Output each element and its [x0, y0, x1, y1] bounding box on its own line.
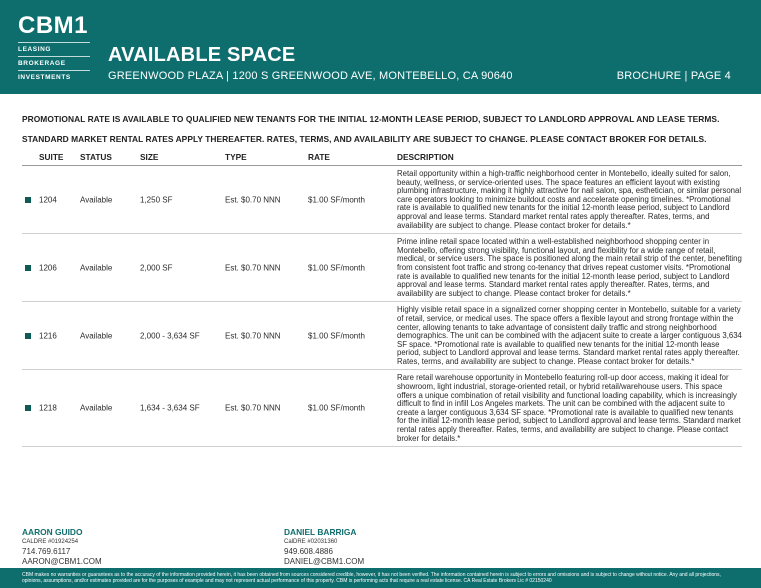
broker-email[interactable]: AARON@CBM1.COM: [22, 557, 102, 566]
row-suite: 1216: [39, 331, 57, 341]
logo-line-brokerage: BROKERAGE: [18, 56, 90, 70]
row-bullet-icon: [25, 333, 31, 339]
row-suite: 1206: [39, 263, 57, 273]
table-row: [22, 370, 742, 447]
header-banner: [0, 0, 761, 94]
row-bullet-icon: [25, 405, 31, 411]
header-size: SIZE: [140, 152, 159, 162]
table-row: [22, 234, 742, 302]
availability-table: [22, 149, 742, 447]
logo-line-investments: INVESTMENTS: [18, 70, 90, 84]
header-suite: SUITE: [39, 152, 64, 162]
row-size: 2,000 SF: [140, 263, 173, 273]
broker-contact-aaron: [22, 527, 102, 568]
row-type: Est. $0.70 NNN: [225, 263, 281, 273]
broker-name: AARON GUIDO: [22, 527, 83, 537]
row-status: Available: [80, 403, 113, 413]
row-suite: 1218: [39, 403, 57, 413]
header-description: DESCRIPTION: [397, 152, 454, 162]
row-status: Available: [80, 263, 113, 273]
broker-contact-daniel: [284, 527, 364, 568]
row-rate: $1.00 SF/month: [308, 331, 365, 341]
cbm1-logo: [18, 14, 90, 84]
row-type: Est. $0.70 NNN: [225, 331, 281, 341]
logo-wordmark: CBM1: [18, 12, 89, 39]
page-label: BROCHURE | PAGE 4: [616, 70, 731, 82]
row-bullet-icon: [25, 265, 31, 271]
property-address: GREENWOOD PLAZA | 1200 S GREENWOOD AVE, MONTEBELLO, CA 90640: [108, 70, 513, 82]
row-status: Available: [80, 331, 113, 341]
broker-license: CALDRE #01924254: [22, 538, 79, 545]
broker-email[interactable]: DANIEL@CBM1.COM: [284, 557, 365, 566]
header-status: STATUS: [80, 152, 112, 162]
rates-notice: STANDARD MARKET RENTAL RATES APPLY THEREAFTER. RATES, TERMS, AND AVAILABILITY ARE SUBJECT TO CHANGE. PLEASE CONTACT BROKER FOR DETAILS.: [22, 134, 707, 144]
table-row: [22, 166, 742, 234]
row-type: Est. $0.70 NNN: [225, 195, 281, 205]
broker-phone[interactable]: 714.769.6117: [22, 546, 71, 556]
footer-disclaimer: CBM makes no warranties or guarantees as to the accuracy of the information provided herein, it has been obtained from sources considered credible, however, it has not been verified. The information contained herein is subject to errors and omissions and is subject to change without notice. Any and all projections, opinions, assumptions, and/or estimates provided are for the purposes of example and may not represent actual performance of this property. CBM is performing acts that require a real estate license. CA Real Estate Brokers Lic # 02150240: [0, 568, 761, 588]
row-description: Rare retail warehouse opportunity in Montebello featuring roll-up door access, making it ideal for showroom, light industrial, storage-oriented retail, or hybrid retail/warehouse users. This space offers a unique combination of retail visibility and functional loading capability, which is increasingly difficult to find in infill Los Angeles markets. The unit can be combined with the adjacent suite to create a larger contiguous 3,634 SF space. *Promotional rate is available to qualified new tenants for the initial 12-month lease period, subject to Landlord approval and lease terms. Standard market rental rates apply thereafter. Rates, terms, and availability are subject to change. Please contact broker for details.*: [397, 373, 741, 443]
row-size: 1,634 - 3,634 SF: [140, 403, 200, 413]
row-suite: 1204: [39, 195, 57, 205]
promo-notice: PROMOTIONAL RATE IS AVAILABLE TO QUALIFIED NEW TENANTS FOR THE INITIAL 12-MONTH LEASE PERIOD, SUBJECT TO LANDLORD APPROVAL AND LEASE TERMS.: [22, 114, 720, 124]
logo-line-leasing: LEASING: [18, 42, 90, 56]
table-header: [22, 149, 742, 166]
row-description: Retail opportunity within a high-traffic neighborhood center in Montebello, ideally suited for salon, beauty, wellness, or service-oriented uses. The space features an efficient layout with existing plumbing infrastructure, making it highly attractive for nail salon, spa, esthetician, or similar personal care operators looking to minimize buildout costs and accelerate opening timelines. *Promotional rate is available to qualified new tenants for the initial 12-month lease period, subject to Landlord approval and lease terms. Standard market rental rates apply thereafter. Rates, terms, and availability are subject to change. Please contact broker for details.*: [397, 169, 742, 230]
header-type: TYPE: [225, 152, 247, 162]
row-rate: $1.00 SF/month: [308, 195, 365, 205]
row-description: Highly visible retail space in a signalized corner shopping center in Montebello, suitable for a variety of retail, service, or medical uses. The space offers a flexible layout and strong frontage within the center, allowing tenants to take advantage of consistent daily traffic and strong neighborhood demographics. The unit can be combined with the adjacent suite to create a larger contiguous 3,634 SF space. *Promotional rate is available to qualified new tenants for the initial 12-month lease period, subject to Landlord approval and lease terms. Standard market rental rates apply thereafter. Rates, terms, and availability are subject to change. Please contact broker for details.*: [397, 305, 742, 366]
row-rate: $1.00 SF/month: [308, 263, 365, 273]
broker-license: CalDRE #02031360: [284, 538, 338, 545]
page-title: AVAILABLE SPACE: [108, 44, 296, 66]
row-type: Est. $0.70 NNN: [225, 403, 281, 413]
row-description: Prime inline retail space located within a well-established neighborhood shopping center in Montebello, offering strong visibility, functional layout, and flexibility for a wide range of retail, medical, or service users. The space is positioned along the main retail strip of the center, benefiting from consistent foot traffic and strong co-tenancy that drives repeat customer visits. *Promotional rate is available to qualified new tenants for the initial 12-month lease period, subject to Landlord approval and lease terms. Standard market rental rates apply thereafter. Rates, terms, and availability are subject to change. Please contact broker for details.*: [397, 237, 742, 298]
header-rate: RATE: [308, 152, 330, 162]
row-status: Available: [80, 195, 113, 205]
row-size: 1,250 SF: [140, 195, 173, 205]
row-size: 2,000 - 3,634 SF: [140, 331, 200, 341]
table-row: [22, 302, 742, 370]
broker-name: DANIEL BARRIGA: [284, 527, 357, 537]
broker-phone[interactable]: 949.608.4886: [284, 546, 333, 556]
row-rate: $1.00 SF/month: [308, 403, 365, 413]
row-bullet-icon: [25, 197, 31, 203]
